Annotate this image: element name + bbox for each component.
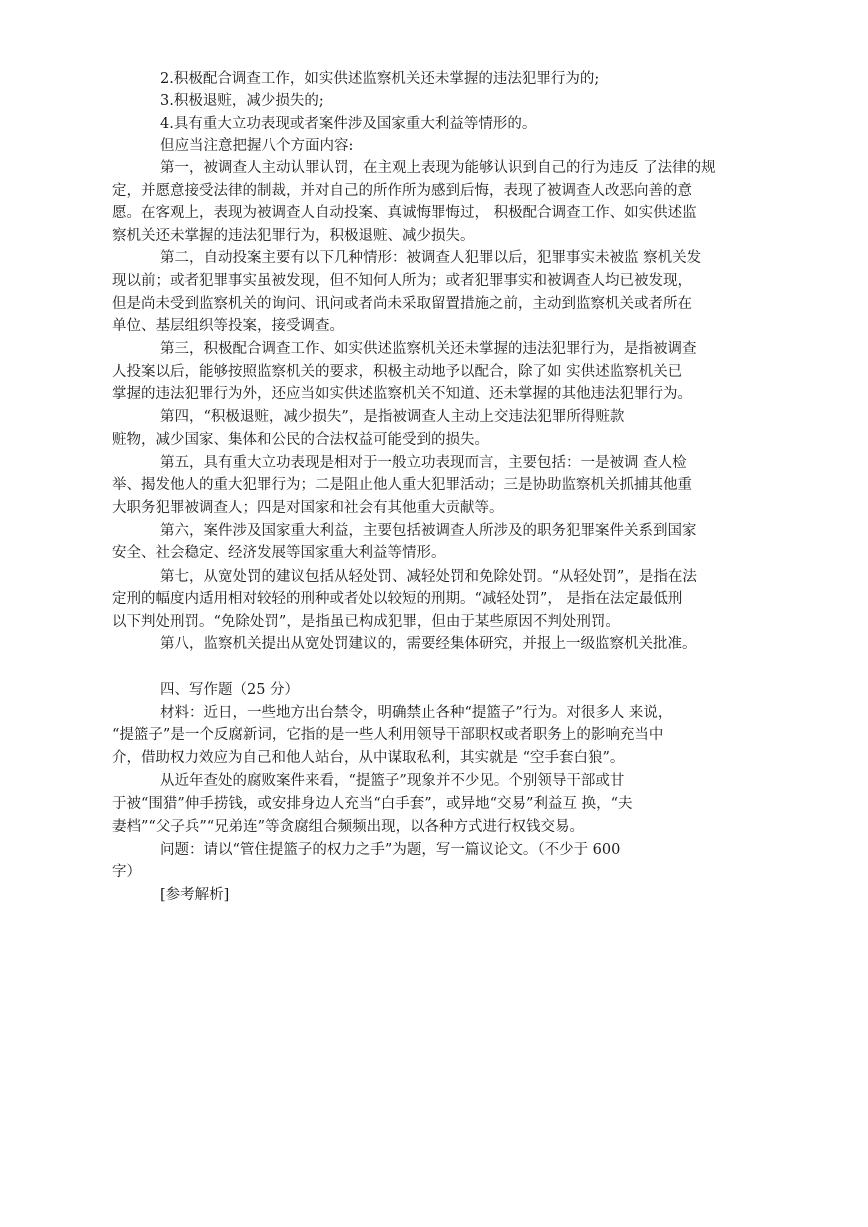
list-item-3: 3.积极退赃，减少损失的;	[160, 93, 324, 109]
para-4-line: 第四，“积极退赃，减少损失”，是指被调查人主动上交违法犯罪所得赃款	[160, 409, 625, 425]
para-7-line: 定刑的幅度内适用相对较轻的刑种或者处以较短的刑期。“减轻处罚”， 是指在法定最低刑	[112, 591, 683, 607]
material-line: 妻档”“父子兵”“兄弟连”等贪腐组合频频出现，以各种方式进行权钱交易。	[112, 819, 585, 835]
material-line: 从近年查处的腐败案件来看，“提篮子”现象并不少见。个别领导干部或甘	[160, 773, 625, 789]
question-line: 问题：请以“管住提篮子的权力之手”为题，写一篇议论文。（不少于 600	[160, 842, 621, 858]
material-line: “提篮子”是一个反腐新词，它指的是一些人利用领导干部职权或者职务上的影响充当中	[112, 727, 664, 743]
para-5-line: 举、揭发他人的重大犯罪行为；二是阻止他人重大犯罪活动；三是协助监察机关抓捕其他重	[112, 477, 692, 493]
list-item-2: 2.积极配合调查工作，如实供述监察机关还未掌握的违法犯罪行为的;	[160, 71, 600, 87]
para-1-line: 察机关还未掌握的违法犯罪行为，积极退赃、减少损失。	[112, 228, 475, 244]
para-3-line: 第三，积极配合调查工作、如实供述监察机关还未掌握的违法犯罪行为，是指被调查	[160, 341, 697, 357]
para-6-line: 安全、社会稳定、经济发展等国家重大利益等情形。	[112, 545, 446, 561]
para-7-line: 以下判处刑罚。“免除处罚”，是指虽已构成犯罪，但由于某些原因不判处刑罚。	[112, 614, 620, 630]
material-line: 介，借助权力效应为自己和他人站台，从中谋取私利，其实就是 “空手套白狼”。	[112, 750, 625, 766]
para-8-line: 第八，监察机关提出从宽处罚建议的，需要经集体研究，并报上一级监察机关批准。	[160, 636, 697, 652]
para-5-line: 大职务犯罪被调查人；四是对国家和社会有其他重大贡献等。	[112, 500, 504, 516]
para-6-line: 第六，案件涉及国家重大利益，主要包括被调查人所涉及的职务犯罪案件关系到国家	[160, 523, 697, 539]
para-3-line: 掌握的违法犯罪行为外，还应当如实供述监察机关不知道、还未掌握的其他违法犯罪行为。	[112, 386, 692, 402]
para-1-line: 定，并愿意接受法律的制裁，并对自己的所作所为感到后悔，表现了被调查人改恶向善的意	[112, 183, 692, 199]
para-1-line: 愿。在客观上，表现为被调查人自动投案、真诚悔罪悔过， 积极配合调查工作、如实供述监	[112, 205, 697, 221]
para-2-line: 第二，自动投案主要有以下几种情形：被调查人犯罪以后，犯罪事实未被监 察机关发	[160, 250, 702, 266]
para-2-line: 单位、基层组织等投案，接受调查。	[112, 318, 344, 334]
para-4-line: 赃物，减少国家、集体和公民的合法权益可能受到的损失。	[112, 432, 489, 448]
para-2-line: 现以前；或者犯罪事实虽被发现，但不知何人所为；或者犯罪事实和被调查人均已被发现，	[112, 273, 692, 289]
para-5-line: 第五，具有重大立功表现是相对于一般立功表现而言，主要包括：一是被调 查人检	[160, 455, 687, 471]
list-item-4: 4.具有重大立功表现或者案件涉及国家重大利益等情形的。	[160, 116, 537, 132]
section-heading: 四、写作题（25 分）	[160, 682, 300, 698]
reference-analysis-label: [参考解析]	[160, 887, 230, 903]
para-2-line: 但是尚未受到监察机关的询问、讯问或者尚未采取留置措施之前，主动到监察机关或者所在	[112, 296, 692, 312]
para-7-line: 第七，从宽处罚的建议包括从轻处罚、减轻处罚和免除处罚。“从轻处罚”，是指在法	[160, 569, 697, 585]
intro-line: 但应当注意把握八个方面内容:	[160, 138, 354, 154]
material-line: 于被“围猎”伸手捞钱，或安排身边人充当“白手套”，或异地“交易”利益互 换，“夫	[112, 796, 633, 812]
material-line: 材料：近日，一些地方出台禁令，明确禁止各种“提篮子”行为。对很多人 来说，	[160, 705, 673, 721]
para-3-line: 人投案以后，能够按照监察机关的要求，积极主动地予以配合，除了如 实供述监察机关已	[112, 364, 683, 380]
para-1-line: 第一，被调查人主动认罪认罚，在主观上表现为能够认识到自己的行为违反 了法律的规	[160, 160, 716, 176]
question-line: 字）	[112, 864, 141, 880]
